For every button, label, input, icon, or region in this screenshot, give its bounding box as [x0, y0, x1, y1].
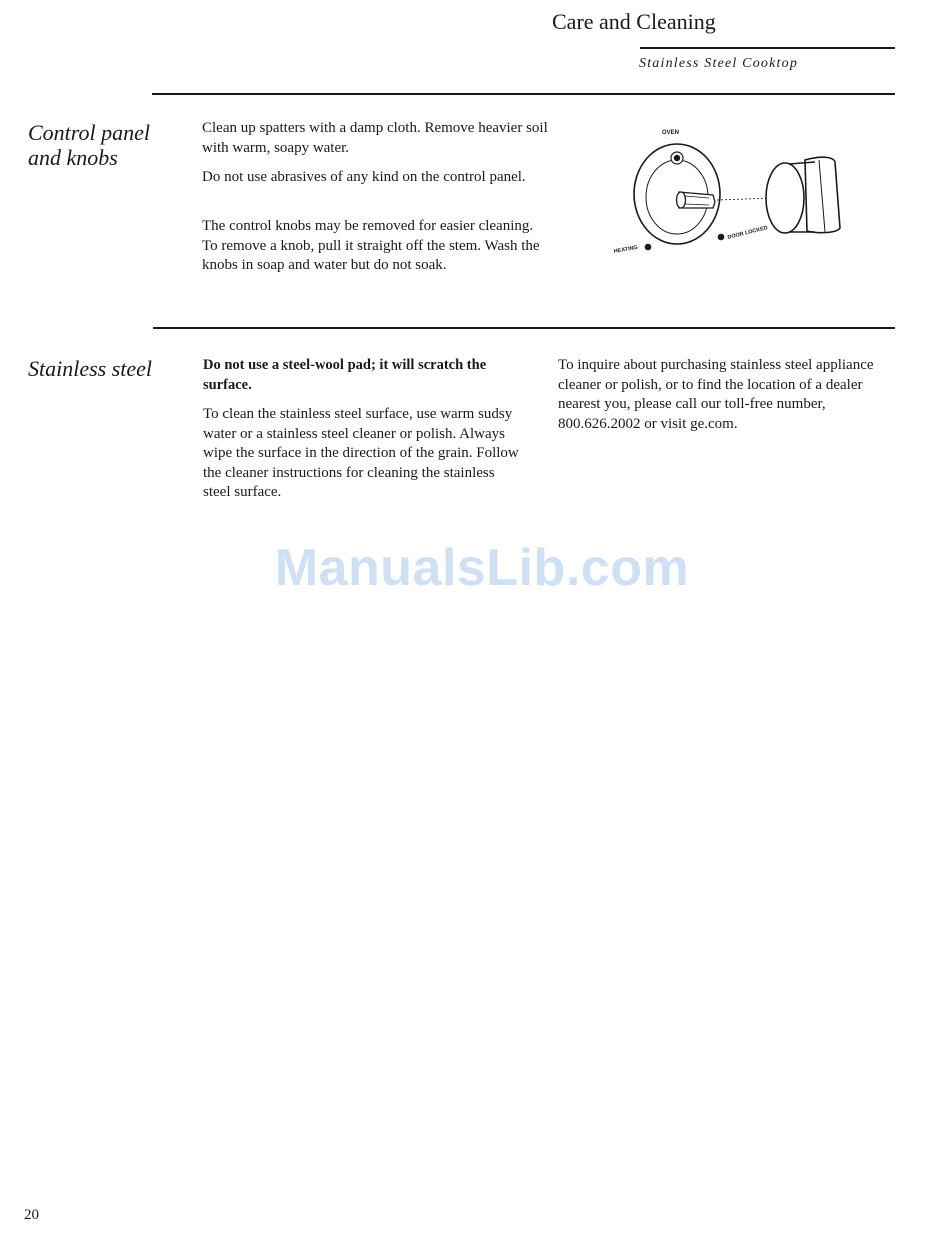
control-knob-diagram — [605, 118, 855, 268]
section-heading-control-panel: Control panel and knobs — [28, 120, 151, 170]
page-title: Care and Cleaning — [552, 9, 716, 34]
title-rule — [640, 47, 895, 49]
diagram-label-oven: OVEN — [662, 130, 680, 136]
removed-knob-face — [766, 163, 804, 233]
section-divider-2 — [153, 327, 895, 329]
door-locked-indicator-light — [718, 234, 725, 241]
heating-indicator-light — [645, 244, 652, 251]
diagram-label-heating: HEATING — [613, 244, 639, 255]
paragraph-clean-stainless: To clean the stainless steel surface, use warm sudsy water or a stainless steel cleaner or polish. Always wipe the surface in the direction of the grain. Follow the cleaner instructions for cleaning the stainless steel surface. — [203, 406, 519, 501]
section-divider-1 — [152, 93, 895, 95]
diagram-label-door-locked: DOOR LOCKED — [727, 225, 769, 241]
watermark: ManualsLib.com — [274, 539, 690, 597]
removed-knob-body — [805, 157, 840, 232]
page-number: 20 — [24, 1207, 39, 1223]
steel-wool-warning: Do not use a steel-wool pad; it will scratch the surface. — [203, 357, 487, 393]
section-heading-stainless-steel: Stainless steel — [28, 356, 153, 381]
paragraph-remove-knobs: The control knobs may be removed for easier cleaning. To remove a knob, pull it straight off the stem. Wash the knobs in soap and water but do not soak. — [202, 218, 540, 274]
paragraph-spatters: Clean up spatters with a damp cloth. Remove heavier soil with warm, soapy water. — [202, 120, 548, 156]
paragraph-purchase-cleaner: To inquire about purchasing stainless steel appliance cleaner or polish, or to find the location of a dealer nearest you, please call our toll-free number, 800.626.2002 or visit ge.com. — [558, 357, 874, 432]
knob-stem-end — [677, 192, 686, 208]
page-subtitle: Stainless Steel Cooktop — [639, 56, 799, 71]
paragraph-abrasives: Do not use abrasives of any kind on the control panel. — [202, 169, 526, 185]
oven-indicator-light — [674, 155, 680, 161]
